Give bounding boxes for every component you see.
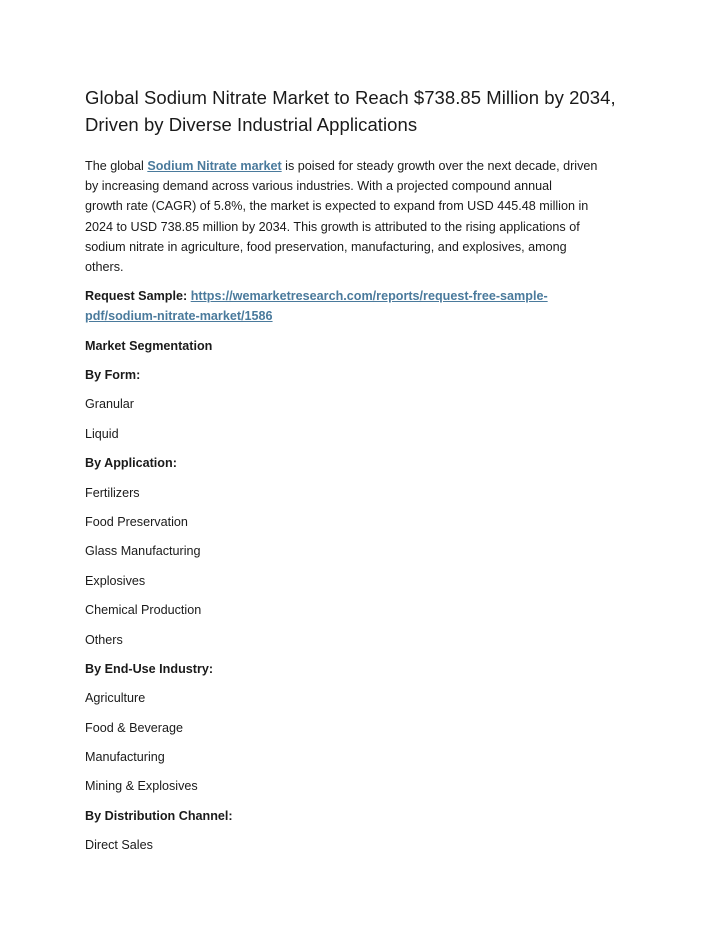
request-sample-link[interactable]: https://wemarketresearch.com/reports/request-free-sample- <box>190 289 548 304</box>
list-item: Granular <box>85 397 134 412</box>
list-item: Explosives <box>85 573 146 588</box>
intro-line: by increasing demand across various industries. With a projected compound annual <box>85 179 552 194</box>
intro-line: growth rate (CAGR) of 5.8%, the market is expected to expand from USD 445.48 million in <box>85 199 589 214</box>
list-item: Food Preservation <box>85 514 188 529</box>
title-line: Global Sodium Nitrate Market to Reach $738.85 Million by 2034, <box>85 87 616 108</box>
by-distribution-heading: By Distribution Channel: <box>85 808 233 823</box>
request-sample <box>85 286 645 326</box>
by-application-heading: By Application: <box>85 456 177 471</box>
list-item: Chemical Production <box>85 603 202 618</box>
list-item: Manufacturing <box>85 750 165 765</box>
list-item: Direct Sales <box>85 838 153 853</box>
intro-line: sodium nitrate in agriculture, food preservation, manufacturing, and explosives, among <box>85 239 567 254</box>
title-line: Driven by Diverse Industrial Applications <box>85 114 418 135</box>
segmentation-heading: Market Segmentation <box>85 338 213 353</box>
list-item: Liquid <box>85 426 119 441</box>
list-item: Others <box>85 632 123 647</box>
document-page <box>85 84 645 865</box>
intro-paragraph <box>85 156 645 277</box>
list-item: Fertilizers <box>85 485 140 500</box>
document-title <box>85 84 645 138</box>
by-form-heading: By Form: <box>85 368 141 383</box>
list-item: Food & Beverage <box>85 720 184 735</box>
request-line <box>85 286 645 306</box>
intro-line <box>85 156 645 176</box>
request-line <box>85 306 645 326</box>
list-item: Mining & Explosives <box>85 779 198 794</box>
request-sample-link-continued[interactable]: pdf/sodium-nitrate-market/1586 <box>85 309 273 324</box>
list-item: Glass Manufacturing <box>85 544 201 559</box>
intro-line: 2024 to USD 738.85 million by 2034. This growth is attributed to the rising applications of <box>85 219 580 234</box>
intro-line-1-suffix: is poised for steady growth over the next decade, driven <box>281 159 598 173</box>
intro-prefix: The global <box>85 159 148 173</box>
intro-line: others. <box>85 260 124 275</box>
list-item: Agriculture <box>85 691 146 706</box>
sodium-nitrate-market-link[interactable]: Sodium Nitrate market <box>147 159 282 173</box>
request-sample-label: Request Sample: <box>85 289 188 304</box>
by-end-use-heading: By End-Use Industry: <box>85 661 214 676</box>
